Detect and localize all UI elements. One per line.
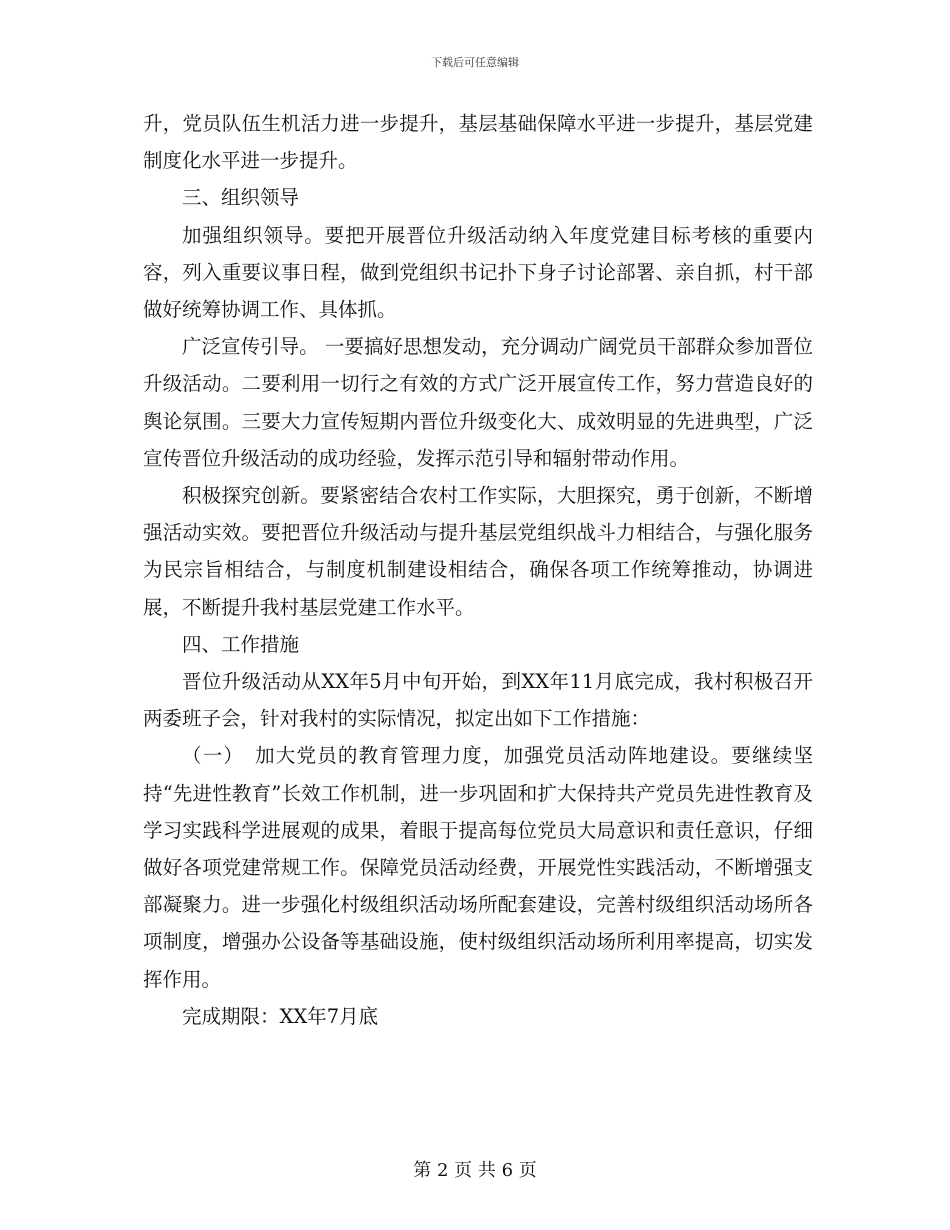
document-body (143, 105, 813, 1035)
page-header: 下载后可任意编辑 (431, 56, 519, 69)
section-heading-organization: 三、组织领导 (182, 186, 300, 210)
paragraph-continuation: 升，党员队伍生机活力进一步提升，基层基础保障水平进一步提升，基层党建制度化水平进一步提升。 (143, 112, 813, 173)
paragraph-deadline: 完成期限：XX年7月底 (182, 1004, 379, 1028)
page-number: 第 2 页 共 6 页 (413, 1160, 537, 1181)
paragraph-innovation: 积极探究创新。要紧密结合农村工作实际，大胆探究，勇于创新，不断增强活动实效。要把晋位升级活动与提升基层党组织战斗力相结合，与强化服务为民宗旨相结合，与制度机制建设相结合，确保各项工作统筹推动，协调进展，不断提升我村基层党建工作水平。 (143, 484, 813, 619)
paragraph-leadership: 加强组织领导。要把开展晋位升级活动纳入年度党建目标考核的重要内容，列入重要议事日程，做到党组织书记扑下身子讨论部署、亲自抓，村干部做好统筹协调工作、具体抓。 (143, 223, 813, 322)
section-heading-measures: 四、工作措施 (182, 632, 300, 656)
paragraph-publicity: 广泛宣传引导。 一要搞好思想发动，充分调动广阔党员干部群众参加晋位升级活动。二要利用一切行之有效的方式广泛开展宣传工作，努力营造良好的舆论氛围。三要大力宣传短期内晋位升级变化大、成效明显的先进典型，广泛宣传晋位升级活动的成功经验，发挥示范引导和辐射带动作用。 (143, 335, 813, 470)
paragraph-measure-one: （一） 加大党员的教育管理力度，加强党员活动阵地建设。要继续坚持“先进性教育”长效工作机制，进一步巩固和扩大保持共产党员先进性教育及学习实践科学进展观的成果，着眼于提高每位党员大局意识和责任意识，仔细做好各项党建常规工作。保障党员活动经费，开展党性实践活动，不断增强支部凝聚力。进一步强化村级组织活动场所配套建设，完善村级组织活动场所各项制度，增强办公设备等基础设施，使村级组织活动场所利用率提高，切实发挥作用。 (143, 744, 813, 991)
paragraph-schedule: 晋位升级活动从XX年5月中旬开始，到XX年11月底完成，我村积极召开两委班子会，针对我村的实际情况，拟定出如下工作措施： (143, 670, 813, 731)
